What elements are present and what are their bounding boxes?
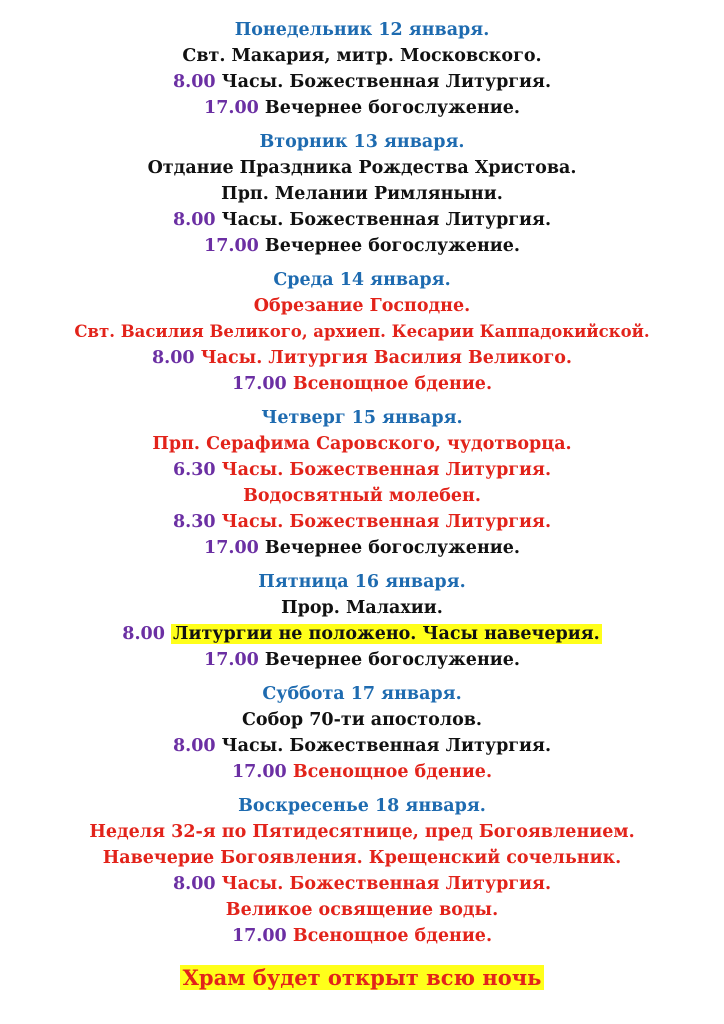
footer-notice bbox=[0, 963, 724, 993]
service-text: Всенощное бдение. bbox=[292, 374, 493, 394]
service-time: 8.00 bbox=[172, 874, 216, 894]
feast-line: Отдание Праздника Рождества Христова. bbox=[147, 158, 577, 178]
service-line bbox=[0, 923, 724, 949]
service-line bbox=[0, 535, 724, 561]
day-friday bbox=[0, 569, 724, 673]
service-text: Всенощное бдение. bbox=[292, 926, 493, 946]
day-sunday bbox=[0, 793, 724, 949]
service-time: 17.00 bbox=[204, 98, 259, 118]
saint-commemoration: Свт. Василия Великого, архиеп. Кесарии Каппадокийской. bbox=[74, 322, 650, 341]
service-text: Водосвятный молебен. bbox=[243, 486, 481, 506]
service-line bbox=[0, 371, 724, 397]
day-date: Пятница 16 января. bbox=[258, 572, 466, 592]
service-line bbox=[0, 207, 724, 233]
service-line bbox=[0, 509, 724, 535]
service-text: Вечернее богослужение. bbox=[264, 236, 520, 256]
service-time: 17.00 bbox=[204, 650, 259, 670]
day-date: Четверг 15 января. bbox=[261, 408, 463, 428]
saint-commemoration: Собор 70-ти апостолов. bbox=[241, 710, 483, 730]
service-text: Вечернее богослужение. bbox=[264, 538, 520, 558]
service-line bbox=[0, 871, 724, 897]
service-line bbox=[0, 621, 724, 647]
saint-commemoration: Прп. Мелании Римляныни. bbox=[221, 184, 503, 204]
day-saturday bbox=[0, 681, 724, 785]
service-time: 17.00 bbox=[204, 236, 259, 256]
service-text: Часы. Божественная Литургия. bbox=[221, 874, 552, 894]
feast-line: Неделя 32-я по Пятидесятнице, пред Богоявлением. bbox=[89, 822, 635, 842]
day-monday bbox=[0, 17, 724, 121]
service-time: 8.00 bbox=[151, 348, 195, 368]
service-line bbox=[0, 733, 724, 759]
day-date: Среда 14 января. bbox=[273, 270, 451, 290]
service-time: 17.00 bbox=[231, 374, 287, 394]
service-text: Часы. Божественная Литургия. bbox=[221, 210, 552, 230]
service-text: Вечернее богослужение. bbox=[264, 650, 520, 670]
service-text: Вечернее богослужение. bbox=[264, 98, 520, 118]
saint-commemoration: Прп. Серафима Саровского, чудотворца. bbox=[152, 434, 572, 454]
saint-commemoration: Прор. Малахии. bbox=[281, 598, 443, 618]
day-date: Вторник 13 января. bbox=[259, 132, 465, 152]
highlighted-service-text: Литургии не положено. Часы навечерия. bbox=[172, 624, 600, 644]
service-line bbox=[0, 69, 724, 95]
service-line bbox=[0, 759, 724, 785]
day-wednesday bbox=[0, 267, 724, 397]
service-text: Всенощное бдение. bbox=[292, 762, 493, 782]
service-text: Часы. Божественная Литургия. bbox=[221, 736, 552, 756]
service-line bbox=[0, 233, 724, 259]
service-time: 6.30 bbox=[172, 460, 216, 480]
day-thursday bbox=[0, 405, 724, 561]
service-time: 17.00 bbox=[231, 762, 287, 782]
saint-commemoration: Свт. Макария, митр. Московского. bbox=[182, 46, 542, 66]
service-text: Часы. Божественная Литургия. bbox=[221, 512, 552, 532]
day-date: Суббота 17 января. bbox=[262, 684, 462, 704]
day-date: Воскресенье 18 января. bbox=[238, 796, 486, 816]
feast-line: Обрезание Господне. bbox=[253, 296, 471, 316]
service-text: Часы. Божественная Литургия. bbox=[221, 460, 552, 480]
service-time: 8.30 bbox=[172, 512, 216, 532]
service-time: 17.00 bbox=[204, 538, 259, 558]
service-line bbox=[0, 345, 724, 371]
service-time: 8.00 bbox=[122, 624, 165, 644]
service-line bbox=[0, 95, 724, 121]
service-time: 8.00 bbox=[172, 72, 216, 92]
service-line bbox=[0, 457, 724, 483]
footer-notice-text: Храм будет открыт всю ночь bbox=[180, 965, 545, 990]
service-time: 17.00 bbox=[231, 926, 287, 946]
service-time: 8.00 bbox=[172, 736, 216, 756]
service-time: 8.00 bbox=[172, 210, 216, 230]
feast-line: Навечерие Богоявления. Крещенский сочельник. bbox=[102, 848, 622, 868]
service-text: Часы. Божественная Литургия. bbox=[221, 72, 552, 92]
service-text: Часы. Литургия Василия Великого. bbox=[200, 348, 573, 368]
service-text: Великое освящение воды. bbox=[225, 900, 499, 920]
day-tuesday bbox=[0, 129, 724, 259]
day-date: Понедельник 12 января. bbox=[234, 20, 490, 40]
service-line bbox=[0, 647, 724, 673]
